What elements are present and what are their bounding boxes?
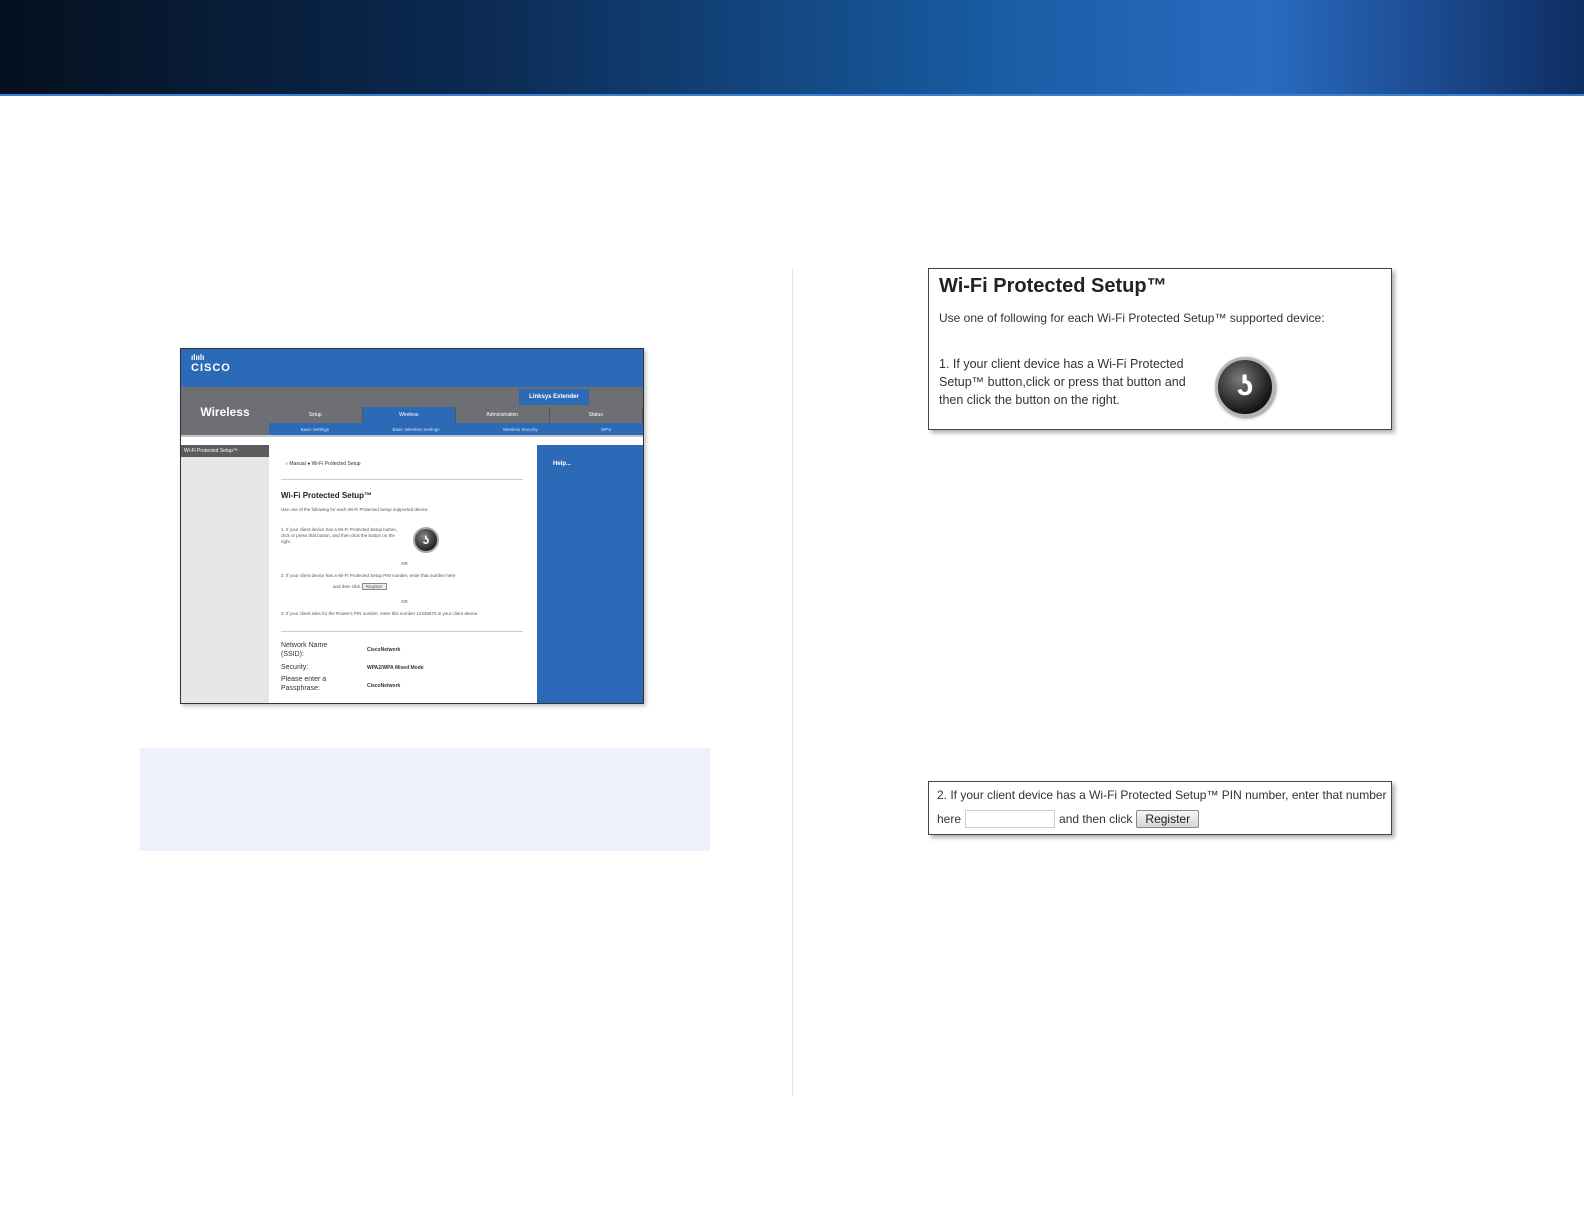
passphrase-label: Please enter a Passphrase: [281,676,327,692]
subtab-wireless-security[interactable]: Wireless Security [502,426,538,432]
wps-button-panel [928,268,1392,430]
tab-wireless[interactable]: Wireless [363,407,457,423]
header-banner [0,0,1584,96]
help-link[interactable]: Help... [553,461,572,467]
radio-manual-label: Manual [289,461,306,467]
security-value: WPA2/WPA Mixed Mode [367,665,424,671]
panel-subtitle: Use one of following for each Wi-Fi Protected Setup™ supported device: [939,311,1325,325]
screenshot-topbar [181,349,643,387]
network-name-value: CiscoNetwork [367,647,401,653]
router-screenshot [180,348,644,704]
subtab-wps[interactable]: WPS [601,426,612,432]
register-button[interactable]: Register [1136,810,1199,828]
then-click-text: and then click [333,584,361,589]
or-label-1: OR [401,561,408,566]
wps-pin-panel [928,781,1392,835]
passphrase-value: CiscoNetwork [367,683,401,689]
network-name-label: Network Name (SSID): [281,642,328,658]
here-label: here [937,812,962,826]
subtab-basic-settings[interactable]: Basic Settings [300,426,330,432]
radio-manual-icon[interactable]: ○ [285,461,289,467]
panel-title: Wi-Fi Protected Setup™ [939,275,1167,297]
help-column [537,445,643,703]
radio-wps-icon[interactable]: ● [307,461,311,467]
divider-line [281,479,523,480]
sub-tabs [269,423,643,435]
panel-step-1: 1. If your client device has a Wi-Fi Protected Setup™ button,click or press that button and then click the button on the right. [939,357,1186,407]
or-label-2: OR [401,599,408,604]
wps-button-icon[interactable]: ʖ [413,527,439,553]
divider-line-2 [281,631,523,632]
wps-option-2: 2. If your client device has a Wi-Fi Protected Setup PIN number, enter that number here [281,573,456,578]
pin-input[interactable] [965,810,1055,828]
security-label: Security: [281,664,309,671]
panel-step-2: 2. If your client device has a Wi-Fi Protected Setup™ PIN number, enter that number [937,788,1387,802]
column-divider [792,268,793,1096]
register-mini-button[interactable]: Register [362,583,387,590]
cisco-logo [191,353,231,373]
separator-white [181,437,643,445]
wps-option-3: 3. If your client asks for the Router's PIN number, enter this number 12345670 in your client device. [281,611,479,616]
cisco-bars-icon: ılıılı [191,353,205,362]
wps-option-2b [333,583,387,590]
wps-option-1: 1. If your client device has a Wi-Fi Protected Setup button, click or press that button, and then click the button on the right. [281,527,398,544]
cisco-logo-text: CISCO [191,362,231,374]
mode-radios [285,461,361,467]
product-name: Linksys Extender [519,389,589,405]
wps-icon[interactable]: ʖ [1215,357,1275,417]
wps-intro: Use one of the following for each Wi-Fi Protected Setup supported device: [281,507,429,512]
radio-wps-label: Wi-Fi Protected Setup [311,461,361,467]
tab-administration[interactable]: Administration [456,407,550,423]
tab-status[interactable]: Status [550,407,644,423]
wps-title: Wi-Fi Protected Setup™ [281,491,373,500]
then-click-label: and then click [1059,812,1133,826]
pin-row [937,810,1199,828]
left-column [181,445,269,703]
note-box [140,748,710,851]
tab-setup[interactable]: Setup [269,407,363,423]
side-item-wps: Wi-Fi Protected Setup™ [181,445,269,457]
subtab-basic-wireless[interactable]: Basic Wireless Settings [392,426,440,432]
main-tabs [269,407,643,423]
section-title: Wireless [181,387,269,437]
